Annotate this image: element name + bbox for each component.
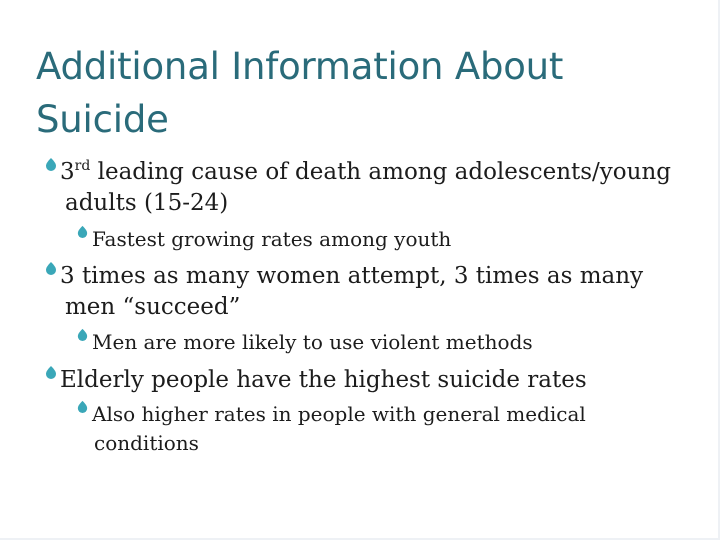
sub-bullet-1-text: Fastest growing rates among youth	[92, 227, 452, 251]
bullet-2	[44, 261, 643, 292]
teardrop-bullet-icon	[44, 167, 56, 179]
title-line-1: Additional Information About	[36, 45, 564, 88]
bullet-3-text: Elderly people have the highest suicide rates	[60, 367, 587, 393]
teardrop-bullet-icon	[44, 375, 56, 387]
sub-bullet-3	[76, 400, 586, 429]
teardrop-bullet-icon	[76, 234, 88, 246]
sub-bullet-2	[76, 328, 533, 357]
slide-title	[36, 40, 676, 146]
teardrop-bullet-icon	[44, 271, 56, 283]
sub-bullet-3-continuation: conditions	[94, 431, 199, 455]
bullet-1-number: 3	[60, 159, 75, 185]
bullet-1-text: leading cause of death among adolescents/young	[90, 159, 671, 185]
teardrop-bullet-icon	[76, 409, 88, 421]
bullet-1-continuation: adults (15-24)	[65, 190, 229, 216]
bullet-2-text: 3 times as many women attempt, 3 times as many	[60, 263, 644, 289]
title-line-2: Suicide	[36, 98, 169, 141]
bullet-3	[44, 365, 587, 396]
sub-bullet-2-text: Men are more likely to use violent methods	[92, 330, 533, 354]
bullet-1	[44, 157, 671, 188]
bullet-1-ordinal: rd	[74, 158, 91, 174]
teardrop-bullet-icon	[76, 337, 88, 349]
sub-bullet-1	[76, 225, 451, 254]
sub-bullet-3-text: Also higher rates in people with general medical	[92, 402, 586, 426]
bullet-2-continuation: men “succeed”	[65, 294, 241, 320]
